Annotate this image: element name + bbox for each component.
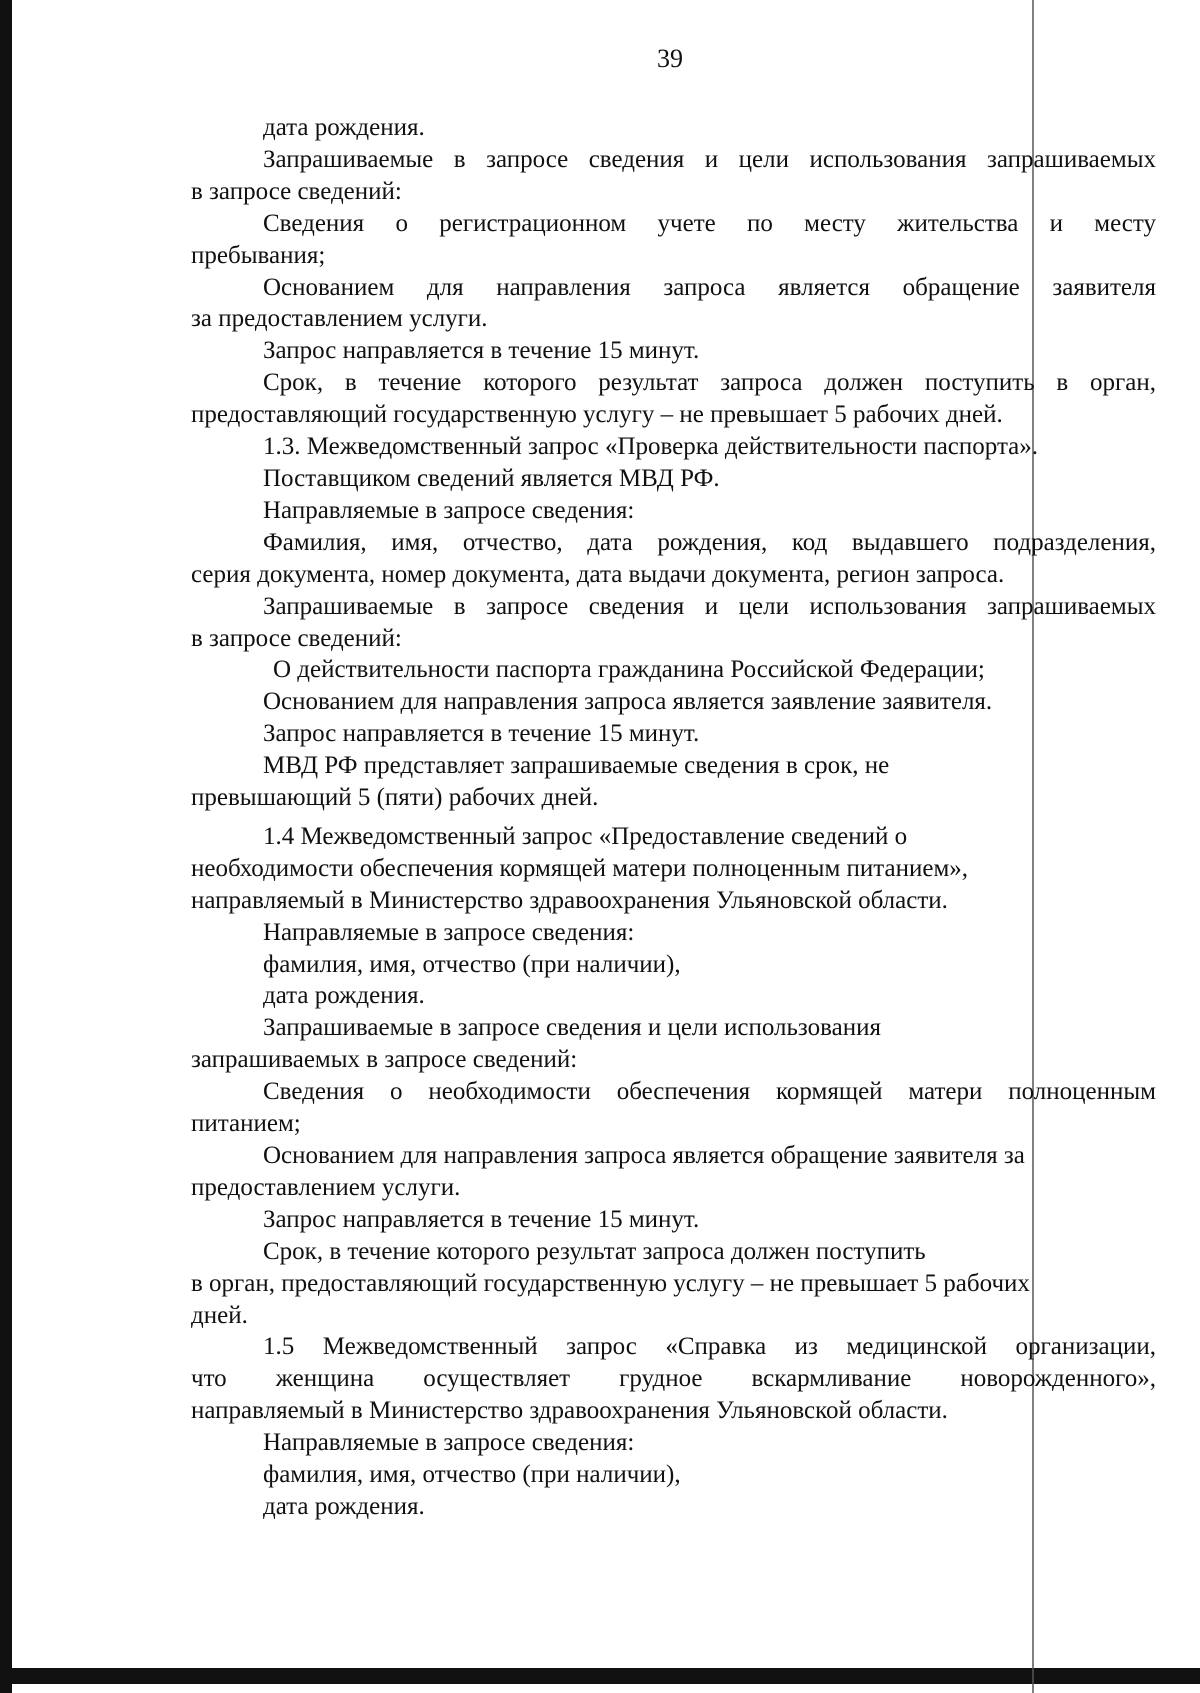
text-line: Основанием для направления запроса является обращение заявителя (263, 273, 1156, 301)
text-line: Запрашиваемые в запросе сведения и цели использования (263, 1014, 881, 1042)
text-line: Запрашиваемые в запросе сведения и цели использования запрашиваемых (263, 145, 1156, 173)
text-line: Основанием для направления запроса является заявление заявителя. (263, 688, 993, 716)
text-line: направляемый в Министерство здравоохранения Ульяновской области. (191, 1397, 948, 1425)
text-line: Срок, в течение которого результат запроса должен поступить в орган, (263, 369, 1156, 397)
text-line: Запрашиваемые в запросе сведения и цели использования запрашиваемых (263, 592, 1156, 620)
text-line: Срок, в течение которого результат запроса должен поступить (263, 1237, 926, 1265)
text-line: в запросе сведений: (191, 177, 402, 205)
text-line: серия документа, номер документа, дата выдачи документа, регион запроса. (191, 560, 1005, 588)
text-line: предоставлением услуги. (191, 1173, 461, 1201)
text-line: Запрос направляется в течение 15 минут. (263, 337, 700, 365)
text-line: Направляемые в запросе сведения: (263, 1429, 635, 1457)
text-line: фамилия, имя, отчество (при наличии), (263, 950, 681, 978)
text-line: Запрос направляется в течение 15 минут. (263, 720, 700, 748)
text-line: 1.5 Межведомственный запрос «Справка из медицинской организации, (263, 1333, 1156, 1361)
scan-left-border (0, 0, 12, 1693)
text-line: дата рождения. (263, 982, 425, 1010)
text-line: 1.4 Межведомственный запрос «Предоставление сведений о (263, 822, 908, 850)
text-line: пребывания; (191, 241, 326, 269)
scan-bottom-border (0, 1668, 1200, 1684)
text-line: Сведения о необходимости обеспечения кормящей матери полноценным (263, 1078, 1156, 1106)
text-line: превышающий 5 (пяти) рабочих дней. (191, 784, 599, 812)
text-line: фамилия, имя, отчество (при наличии), (263, 1461, 681, 1489)
text-line: Поставщиком сведений является МВД РФ. (263, 464, 720, 492)
text-line: Направляемые в запросе сведения: (263, 918, 635, 946)
text-line: дата рождения. (263, 1492, 425, 1520)
text-line: МВД РФ представляет запрашиваемые сведения в срок, не (263, 752, 890, 780)
text-line: 1.3. Межведомственный запрос «Проверка действительности паспорта». (263, 433, 1039, 461)
text-line: Основанием для направления запроса является обращение заявителя за (263, 1142, 1025, 1169)
text-line: О действительности паспорта гражданина Российской Федерации; (273, 656, 985, 684)
text-line: Сведения о регистрационном учете по месту жительства и месту (263, 209, 1156, 237)
text-line: Запрос направляется в течение 15 минут. (263, 1205, 700, 1233)
text-line: дней. (191, 1301, 248, 1329)
text-line: дата рождения. (263, 114, 425, 141)
document-body (191, 112, 1156, 1523)
text-line: в запросе сведений: (191, 624, 402, 652)
text-line: запрашиваемых в запросе сведений: (191, 1046, 578, 1074)
page-number: 39 (657, 44, 683, 73)
text-line: Направляемые в запросе сведения: (263, 496, 635, 524)
text-line: в орган, предоставляющий государственную услугу – не превышает 5 рабочих (191, 1269, 1030, 1297)
text-line: питанием; (191, 1110, 301, 1138)
text-line: за предоставлением услуги. (191, 305, 488, 333)
text-line: направляемый в Министерство здравоохранения Ульяновской области. (191, 886, 948, 914)
text-line: что женщина осуществляет грудное вскармливание новорожденного», (191, 1365, 1156, 1393)
text-line: необходимости обеспечения кормящей матери полноценным питанием», (191, 854, 969, 882)
text-line: Фамилия, имя, отчество, дата рождения, код выдавшего подразделения, (263, 528, 1156, 556)
text-line: предоставляющий государственную услугу – не превышает 5 рабочих дней. (191, 401, 1003, 429)
